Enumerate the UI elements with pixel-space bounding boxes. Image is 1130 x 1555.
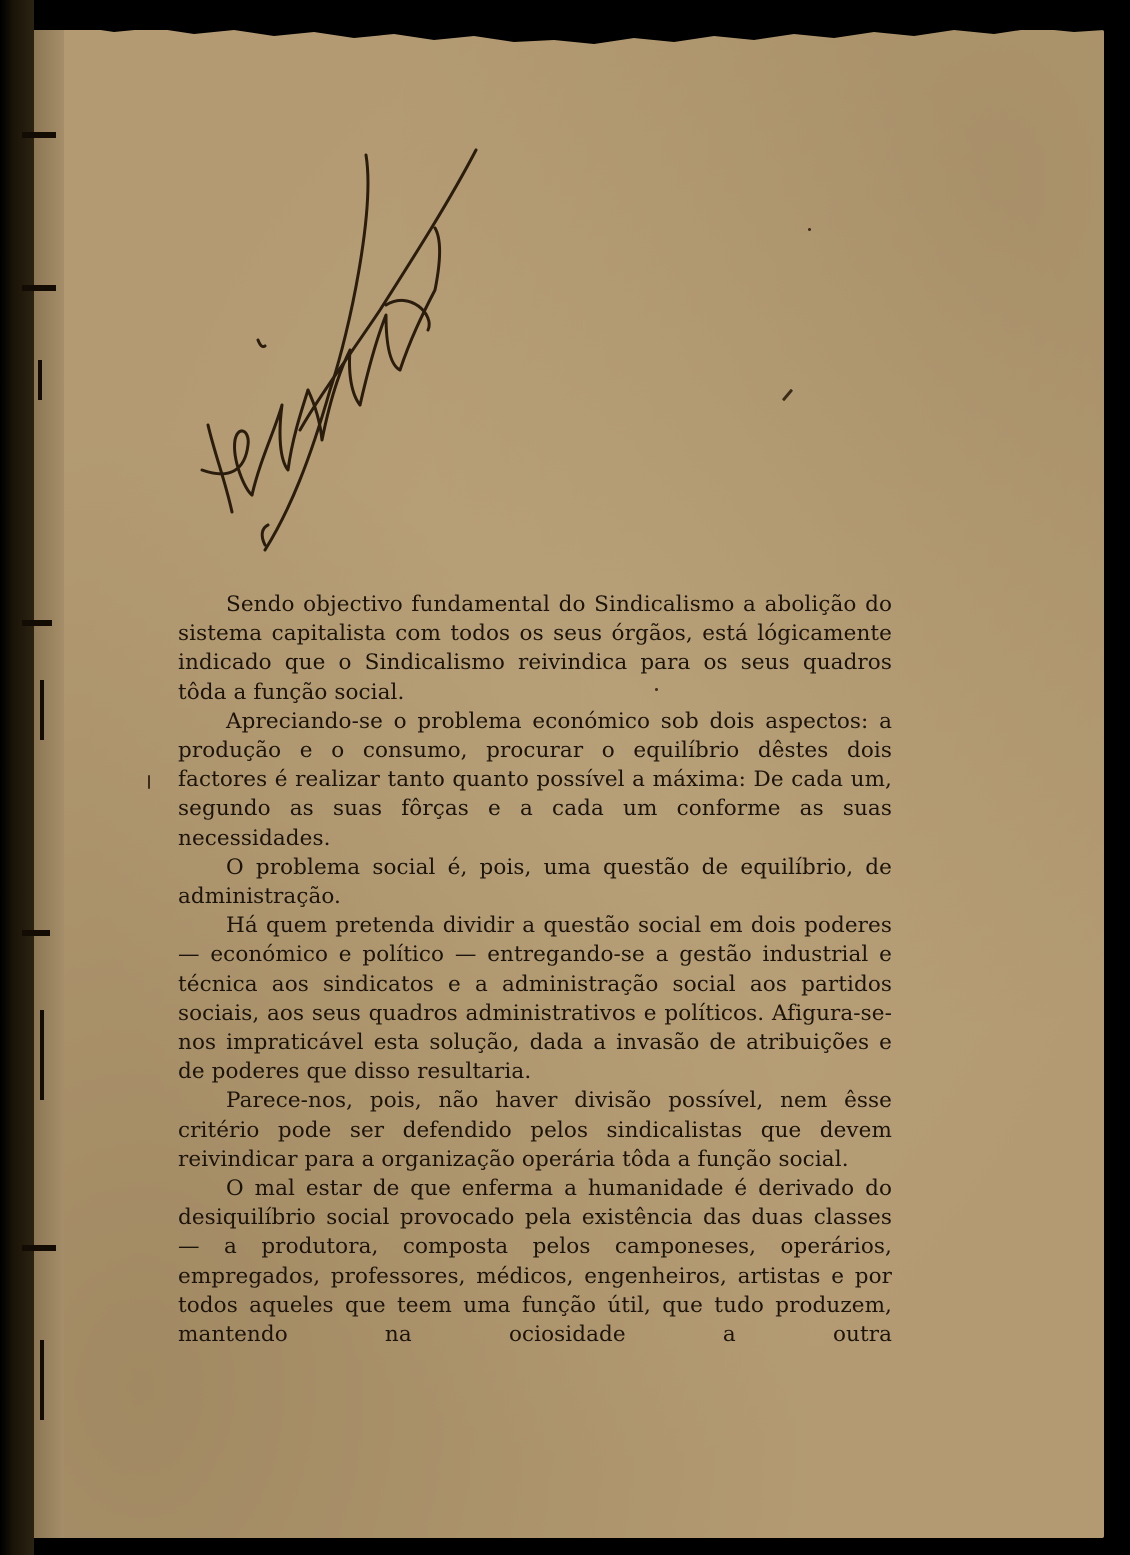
- body-text: [178, 590, 892, 1349]
- handwritten-signature: [190, 140, 500, 560]
- binding-stitch: [22, 930, 50, 936]
- paragraph: O problema social é, pois, uma questão de equilíbrio, de administração.: [178, 854, 892, 910]
- torn-top-edge: [34, 22, 1104, 48]
- paragraph: Parece-nos, pois, não haver divisão possível, nem êsse critério pode ser defendido pelos sindicalistas que devem reivindicar para a organização operária tôda a função social.: [178, 1088, 892, 1172]
- paragraph: O mal estar de que enferma a humanidade é derivado do desiquilíbrio social provocado pela existência das duas classes — a produtora, composta pelos camponeses, operários, empregados, professores, médicos, engenheiros, artistas e por todos aqueles que teem uma função útil, que tudo produzem, mantendo na ociosidade a outra: [178, 1176, 892, 1348]
- binding-stitch: [40, 680, 44, 740]
- binding-stitch: [38, 360, 42, 400]
- paragraph: Há quem pretenda dividir a questão social em dois poderes — económico e político — entregando-se a gestão industrial e técnica aos sindicatos e a administração social aos partidos sociais, aos seus quadros administrativos e políticos. Afigura-se-nos impraticável esta solução, dada a invasão de atribuições e de poderes que disso resultaria.: [178, 913, 892, 1085]
- binding-stitch: [40, 1010, 44, 1100]
- binding-stitch: [40, 1340, 44, 1420]
- ink-speck: [808, 228, 811, 231]
- binding-stitch: [22, 1245, 56, 1251]
- binding-stitch: [22, 285, 56, 291]
- binding-stitch: [22, 620, 52, 626]
- binding-edge: [34, 30, 64, 1538]
- binding-shadow: [0, 0, 34, 1555]
- binding-stitch: [22, 132, 56, 138]
- paragraph: Apreciando-se o problema económico sob dois aspectos: a produção e o consumo, procurar o equilíbrio dêstes dois factores é realizar tanto quanto possível a máxima: De cada um, segundo as suas fôrças e a cada um conforme as suas necessidades.: [178, 708, 892, 851]
- ink-speck: [148, 775, 150, 789]
- paragraph: Sendo objectivo fundamental do Sindicalismo a abolição do sistema capitalista com todos os seus órgãos, está lógicamente indicado que o Sindicalismo reivindica para os seus quadros tôda a função social.: [178, 592, 892, 705]
